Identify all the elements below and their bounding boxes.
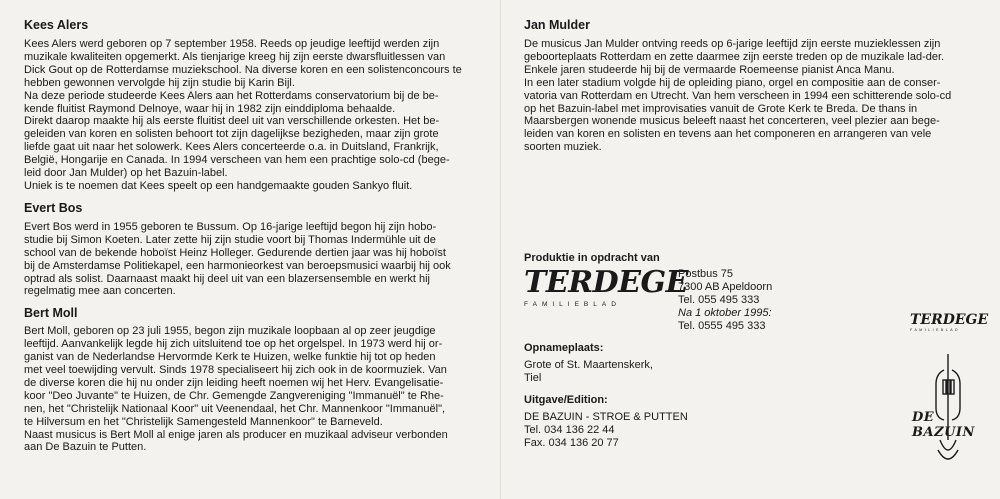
text-line: school van de bekende hoboïst Heinz Holleger. Gedurende dertien jaar was hij hoboïst bbox=[24, 246, 446, 259]
edition-info bbox=[524, 394, 688, 450]
section-bert-moll bbox=[24, 306, 478, 454]
text-line: In een later stadium volgde hij de opleiding piano, orgel en compositie aan de conser- bbox=[524, 76, 941, 89]
section-body bbox=[24, 325, 478, 454]
text-line: leiden van koren en solisten en tevens aan het componeren en arrangeren van vele bbox=[524, 128, 932, 141]
section-kees-alers bbox=[24, 18, 478, 193]
text-line: liefde gaat uit naar het solowerk. Kees Alers concerteerde o.a. in Duitsland, Frankrijk, bbox=[24, 141, 439, 154]
address-line: Postbus 75 bbox=[678, 268, 734, 280]
text-line: de diverse koren die hij nu onder zijn leiding heeft noemen wij het Herv. Evangelisatie- bbox=[24, 376, 444, 389]
text-line: te Hilversum en het "Christelijk Samengesteld Mannenkoor" te Barneveld. bbox=[24, 415, 383, 428]
section-body bbox=[524, 38, 954, 154]
section-evert-bos bbox=[24, 201, 478, 298]
text-line: aan De Bazuin te Putten. bbox=[24, 441, 147, 454]
bazuin-logo-word: DE BAZUIN bbox=[912, 410, 975, 440]
text-line: Na deze periode studeerde Kees Alers aan het Rotterdams conservatorium bij de be- bbox=[24, 89, 439, 102]
text-line: soorten muziek. bbox=[524, 141, 602, 154]
recording-line: Tiel bbox=[524, 371, 542, 384]
production-address bbox=[678, 268, 772, 333]
address-line: 7300 AB Apeldoorn bbox=[678, 280, 773, 293]
production-title: Produktie in opdracht van bbox=[524, 252, 660, 264]
text-line: België, Hongarije en Canada. In 1994 verscheen van hem een prachtige solo-cd (bege- bbox=[24, 154, 450, 167]
recording-title: Opnameplaats: bbox=[524, 342, 604, 354]
text-line: Enkele jaren studeerde hij bij de vermaarde Roemeense pianist Anca Manu. bbox=[524, 63, 895, 76]
text-line: bij de Amsterdamse Politiekapel, een harmonieorkest van beroepsmusici waarbij hij ook bbox=[24, 259, 451, 272]
right-page bbox=[500, 0, 1000, 499]
text-line: geboorteplaats Rotterdam en zette daarmee zijn eerste treden op de muzikale lad-der. bbox=[524, 50, 945, 63]
section-body bbox=[24, 221, 478, 298]
text-line: Uniek is te noemen dat Kees speelt op een handgemaakte gouden Sankyo fluit. bbox=[24, 179, 413, 192]
text-line: koor "Deo Juvante" te Huizen, de Chr. Gemengde Zangvereniging "Immanuël" te Rhe- bbox=[24, 389, 444, 402]
text-line: op het Bazuin-label met improvisaties vanuit de Grote Kerk te Breda. De thans in bbox=[524, 102, 918, 115]
address-line: Tel. 055 495 333 bbox=[678, 293, 760, 306]
terdege-mini-logo-sub: FAMILIEBLAD bbox=[910, 328, 961, 332]
address-line: Tel. 0555 495 333 bbox=[678, 319, 766, 332]
section-body bbox=[24, 38, 478, 193]
terdege-logo-sub: FAMILIEBLAD bbox=[524, 301, 621, 308]
edition-line: Tel. 034 136 22 44 bbox=[524, 423, 615, 436]
section-jan-mulder bbox=[524, 18, 954, 154]
recording-line: Grote of St. Maartenskerk, bbox=[524, 358, 653, 371]
text-line: leeftijd. Aanvankelijk legde hij zich uitsluitend toe op het orgelspel. In 1973 werd hij or- bbox=[24, 338, 443, 351]
text-line: ganist van de Nederlandse Hervormde Kerk te Huizen, welke funktie hij tot op heden bbox=[24, 351, 436, 364]
text-line: studie bij Simon Koeten. Later zette hij zijn studie voort bij Thomas Indermühle uit de bbox=[24, 233, 436, 246]
edition-line: Fax. 034 136 20 77 bbox=[524, 436, 619, 449]
address-note: Na 1 oktober 1995: bbox=[678, 306, 772, 319]
recording-location bbox=[524, 342, 653, 385]
text-line: Naast musicus is Bert Moll al enige jaren als producer en muzikaal adviseur verbonden bbox=[24, 428, 448, 441]
text-line: leid door Jan Mulder) op het Bazuin-label. bbox=[24, 167, 228, 180]
text-line: De musicus Jan Mulder ontving reeds op 6-jarige leeftijd zijn eerste muzieklessen zijn bbox=[524, 38, 941, 50]
text-line: Bert Moll, geboren op 23 juli 1955, begon zijn muzikale loopbaan al op zeer jeugdige bbox=[24, 325, 436, 338]
text-line: met veel toewijding vervult. Sinds 1978 specialiseert hij zich ook in de koormuziek. Van bbox=[24, 364, 447, 377]
text-line: optrad als solist. Daarnaast maakt hij deel uit van een blazersensemble en werkt hij bbox=[24, 272, 430, 285]
section-title: Jan Mulder bbox=[524, 18, 590, 32]
text-line: nen, het "Christelijk Nationaal Koor" uit Veenendaal, het Chr. Mannenkoor "Immanuël", bbox=[24, 402, 446, 415]
edition-line: DE BAZUIN - STROE & PUTTEN bbox=[524, 410, 688, 423]
terdege-mini-logo-word: TERDEGE bbox=[910, 312, 989, 328]
text-line: Maarsbergen wonende musicus beleeft naast het concerteren, veel plezier aan bege- bbox=[524, 115, 940, 128]
text-line: kende fluitist Raymond Delnoye, waar hij in 1982 zijn einddiploma behaalde. bbox=[24, 102, 396, 115]
text-line: Direkt daarop maakte hij als eerste fluitist deel uit van verschillende orkesten. Het be- bbox=[24, 115, 440, 128]
terdege-logo bbox=[524, 265, 688, 316]
text-line: Dick Gout op de Rotterdamse muziekschool. Na diverse koren en een solistenconcours te bbox=[24, 63, 462, 76]
section-title: Kees Alers bbox=[24, 18, 89, 32]
section-title: Bert Moll bbox=[24, 306, 78, 321]
text-line: Kees Alers werd geboren op 7 september 1958. Reeds op jeudige leeftijd werden zijn bbox=[24, 38, 440, 50]
terdege-logo-word: TERDEGE bbox=[524, 265, 688, 300]
edition-title: Uitgave/Edition: bbox=[524, 394, 608, 406]
section-title: Evert Bos bbox=[24, 200, 83, 215]
text-line: geleiden van koren en solisten behoort tot zijn dagelijkse bezigheden, maar zijn grote bbox=[24, 128, 439, 141]
text-line: hebben gewonnen vervolgde hij zijn studie bij Karin Bijl. bbox=[24, 76, 295, 89]
text-line: muzikale kwaliteiten opgemerkt. Als tienjarige kreeg hij zijn eerste dwarsfluitlessen van bbox=[24, 50, 446, 63]
text-line: Evert Bos werd in 1955 geboren te Bussum. Op 16-jarige leeftijd begon hij zijn hobo- bbox=[24, 220, 437, 233]
text-line: vatoria van Rotterdam en Utrecht. Van hem verscheen in 1994 een schitterende solo-cd bbox=[524, 89, 952, 102]
text-line: regelmatig mee aan concerten. bbox=[24, 285, 176, 298]
terdege-mini-logo bbox=[910, 312, 990, 332]
